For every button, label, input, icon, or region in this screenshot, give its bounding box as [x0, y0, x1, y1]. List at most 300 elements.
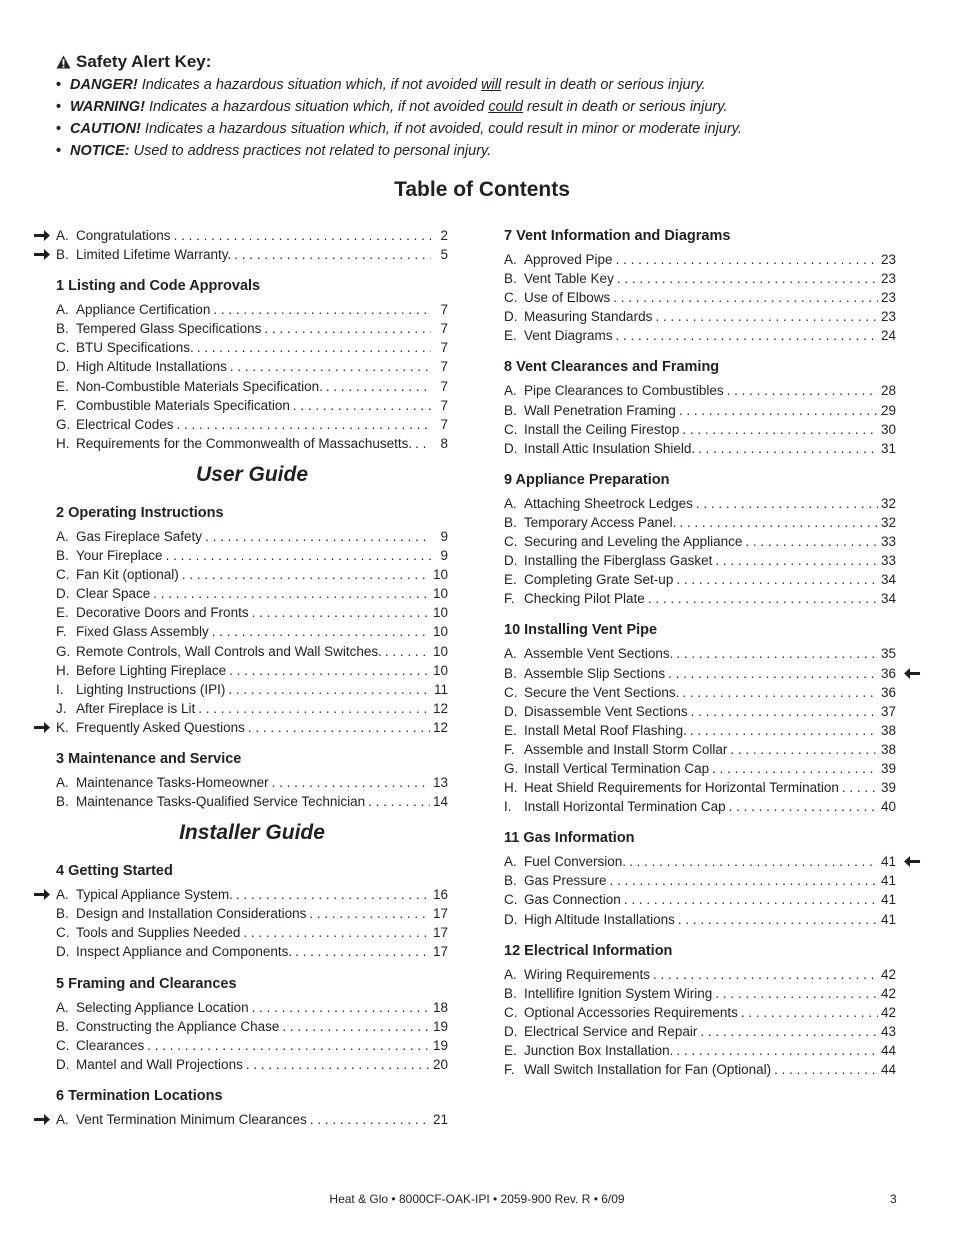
toc-entry-title: Install Attic Insulation Shield. [524, 440, 696, 456]
section-heading: 5 Framing and Clearances [56, 975, 237, 992]
safety-alert-item [56, 118, 936, 140]
bullet-dot: • [56, 121, 62, 137]
safety-alert-key [56, 50, 936, 162]
toc-entry-letter: E. [504, 328, 517, 344]
dot-leader [715, 551, 878, 570]
dot-leader [655, 307, 878, 326]
toc-entry[interactable] [504, 984, 896, 1003]
toc-entry-title: Clear Space [76, 586, 151, 602]
toc-entry[interactable] [504, 1003, 896, 1022]
toc-entry-title: Assemble Vent Sections. [524, 646, 674, 662]
toc-entry-title: Combustible Materials Specification [76, 397, 290, 413]
dot-leader [678, 910, 878, 929]
toc-entry-letter: B. [56, 548, 69, 564]
toc-entry-letter: B. [56, 321, 69, 337]
dot-leader [653, 965, 878, 984]
toc-entry[interactable] [504, 1022, 896, 1041]
arrow-right-icon [34, 721, 50, 734]
toc-entry-page: 11 [433, 681, 448, 697]
dot-leader [205, 527, 431, 546]
toc-entry[interactable] [504, 890, 896, 909]
toc-entry-page: 23 [880, 271, 896, 287]
toc-entry-title: Electrical Codes [76, 416, 174, 432]
section-heading: 8 Vent Clearances and Framing [504, 359, 720, 376]
dot-leader [629, 852, 878, 871]
toc-entry-letter: E. [56, 378, 69, 394]
toc-left-column [56, 226, 448, 1129]
section-heading: 3 Maintenance and Service [56, 750, 242, 767]
section-heading: 9 Appliance Preparation [504, 471, 670, 488]
toc-entry[interactable] [56, 942, 448, 961]
toc-entry-letter: K. [56, 719, 69, 735]
toc-entry-page: 7 [440, 359, 448, 375]
toc-entry[interactable] [56, 584, 448, 603]
dot-leader [610, 871, 878, 890]
dot-leader [212, 622, 430, 641]
toc-entry-page: 34 [880, 572, 896, 588]
toc-entry-page: 39 [880, 780, 896, 796]
toc-entry-page: 8 [440, 435, 448, 451]
dot-leader [368, 792, 430, 811]
toc-entry-title: Your Fireplace [76, 548, 163, 564]
toc-entry-page: 37 [880, 703, 896, 719]
dot-leader [295, 942, 430, 961]
toc-entry-page: 9 [440, 528, 448, 544]
toc-entry-title: Remote Controls, Wall Controls and Wall Switches. [76, 643, 382, 659]
toc-entry-page: 17 [432, 944, 448, 960]
guide-heading: Installer Guide [179, 821, 325, 845]
toc-entry-page: 41 [880, 911, 896, 927]
toc-entry-page: 14 [432, 794, 448, 810]
toc-entry-letter: A. [504, 854, 517, 870]
toc-entry[interactable] [56, 773, 448, 792]
toc-entry[interactable] [504, 683, 896, 702]
toc-entry-letter: F. [504, 741, 515, 757]
toc-entry-title: Install Horizontal Termination Cap [524, 799, 726, 815]
toc-entry-title: Mantel and Wall Projections [76, 1056, 243, 1072]
toc-entry[interactable] [56, 603, 448, 622]
toc-entry-page: 35 [880, 646, 896, 662]
dot-leader [415, 434, 431, 453]
toc-entry-title: Before Lighting Fireplace [76, 662, 227, 678]
alert-emphasis: could [488, 99, 523, 115]
toc-entry-letter: A. [56, 774, 69, 790]
toc-entry-letter: E. [504, 1043, 517, 1058]
toc-entry-page: 38 [880, 741, 896, 757]
toc-entry-letter: C. [504, 421, 518, 437]
dot-leader [648, 589, 878, 608]
toc-entry[interactable] [504, 532, 896, 551]
section-heading: 4 Getting Started [56, 863, 173, 880]
alert-description: Indicates a hazardous situation which, if not avoided, could result in minor or moderate injury. [140, 121, 742, 137]
toc-entry[interactable] [504, 420, 896, 439]
dot-leader [147, 1036, 430, 1055]
toc-entry-title: Limited Lifetime Warranty. [76, 247, 232, 263]
toc-entry-title: Typical Appliance System. [76, 887, 233, 903]
toc-entry-page: 38 [880, 722, 896, 738]
toc-entry-page: 36 [880, 665, 896, 681]
toc-entry-letter: A. [56, 999, 69, 1015]
dot-leader [385, 642, 430, 661]
toc-entry-title: Install Vertical Termination Cap [524, 760, 710, 776]
toc-entry-letter: E. [56, 605, 69, 621]
toc-entry-title: Vent Diagrams [524, 328, 613, 344]
toc-entry-title: Assemble and Install Storm Collar [524, 741, 728, 757]
toc-entry-page: 7 [440, 378, 448, 394]
toc-entry-title: Clearances [76, 1037, 145, 1053]
bullet-dot: • [56, 77, 62, 93]
dot-leader [715, 984, 878, 1003]
toc-entry-letter: C. [56, 1037, 70, 1053]
toc-entry[interactable] [56, 396, 448, 415]
section-heading: 2 Operating Instructions [56, 504, 224, 521]
dot-leader [727, 381, 878, 400]
toc-entry-letter: F. [504, 1062, 515, 1078]
dot-leader [729, 797, 878, 816]
toc-entry[interactable] [56, 377, 448, 396]
toc-entry-title: Lighting Instructions (IPI) [76, 681, 226, 697]
toc-entry[interactable] [56, 300, 448, 319]
dot-leader [182, 565, 430, 584]
toc-entry-title: Tempered Glass Specifications [76, 321, 262, 337]
toc-entry-title: Use of Elbows [524, 290, 611, 306]
arrow-left-icon [904, 855, 920, 868]
safety-alert-item [56, 96, 936, 118]
section-heading: 12 Electrical Information [504, 942, 673, 959]
toc-entry-page: 7 [440, 340, 448, 356]
toc-entry[interactable] [56, 998, 448, 1017]
dot-leader [676, 644, 878, 663]
toc-entry[interactable] [504, 439, 896, 458]
toc-entry-title: Requirements for the Commonwealth of Massachusetts. [76, 435, 413, 451]
alert-description: Used to address practices not related to personal injury. [129, 143, 492, 159]
toc-entry-page: 44 [880, 1043, 896, 1058]
toc-entry[interactable] [504, 326, 896, 345]
toc-entry-page: 32 [880, 514, 896, 530]
toc-entry-letter: A. [504, 646, 517, 662]
toc-entry[interactable] [504, 288, 896, 307]
toc-entry-letter: A. [504, 252, 517, 267]
arrow-right-icon [34, 888, 50, 901]
dot-leader [676, 1041, 878, 1060]
toc-entry-letter: I. [56, 681, 64, 697]
dot-leader [272, 773, 430, 792]
toc-entry-letter: E. [504, 572, 517, 588]
toc-entry-title: Temporary Access Panel. [524, 514, 677, 530]
toc-entry-title: Disassemble Vent Sections [524, 703, 688, 719]
toc-entry-page: 20 [432, 1056, 448, 1072]
dot-leader [228, 680, 431, 699]
toc-entry[interactable] [56, 415, 448, 434]
dot-leader [213, 300, 431, 319]
toc-entry-letter: H. [504, 780, 518, 796]
toc-entry-letter: A. [504, 966, 517, 982]
toc-entry[interactable] [56, 565, 448, 584]
toc-entry-page: 21 [432, 1111, 448, 1127]
arrow-right-icon [34, 229, 50, 242]
arrow-right-icon [34, 1113, 50, 1126]
footer-page-number: 3 [890, 1192, 897, 1206]
toc-entry-title: High Altitude Installations [76, 359, 227, 375]
dot-leader [252, 603, 430, 622]
toc-entry-page: 32 [880, 495, 896, 511]
toc-entry[interactable] [504, 589, 896, 608]
toc-entry-letter: B. [504, 873, 517, 889]
toc-entry-page: 23 [880, 290, 896, 306]
toc-entry[interactable] [504, 664, 896, 683]
dot-leader [229, 661, 430, 680]
arrow-right-icon [34, 248, 50, 261]
toc-entry-letter: D. [504, 553, 518, 569]
alert-level-label: CAUTION! [70, 121, 141, 137]
dot-leader [236, 885, 430, 904]
dot-leader [198, 699, 430, 718]
toc-entry[interactable] [504, 551, 896, 570]
alert-description-end: result in death or serious injury. [501, 77, 706, 93]
dot-leader [696, 494, 878, 513]
toc-entry[interactable] [504, 401, 896, 420]
dot-leader [310, 1110, 430, 1129]
toc-entry[interactable] [504, 910, 896, 929]
toc-entry-page: 10 [432, 567, 448, 583]
toc-entry-letter: B. [504, 985, 517, 1001]
warning-triangle-icon [56, 55, 71, 69]
toc-entry-letter: G. [56, 416, 71, 432]
alert-description: Indicates a hazardous situation which, if not avoided [137, 77, 482, 93]
toc-entry[interactable] [56, 546, 448, 565]
toc-entry[interactable] [504, 570, 896, 589]
section-heading: 10 Installing Vent Pipe [504, 622, 658, 639]
toc-entry-letter: D. [504, 911, 518, 927]
dot-leader [166, 546, 431, 565]
toc-entry-letter: D. [56, 359, 70, 375]
dot-leader [248, 718, 430, 737]
toc-entry-title: BTU Specifications. [76, 340, 194, 356]
toc-entry[interactable] [56, 226, 448, 245]
toc-entry-letter: D. [56, 586, 70, 602]
toc-entry-title: Heat Shield Requirements for Horizontal Termination [524, 780, 839, 796]
toc-entry-page: 17 [432, 906, 448, 922]
toc-entry-title: Congratulations [76, 228, 171, 243]
toc-entry[interactable] [504, 740, 896, 759]
toc-entry[interactable] [504, 1060, 896, 1079]
toc-entry-title: High Altitude Installations [524, 911, 675, 927]
toc-entry[interactable] [56, 680, 448, 699]
toc-entry-page: 44 [880, 1062, 896, 1078]
dot-leader [197, 338, 431, 357]
dot-leader [246, 1055, 430, 1074]
dot-leader [616, 250, 878, 269]
toc-entry[interactable] [56, 527, 448, 546]
toc-entry-title: Vent Table Key [524, 271, 614, 287]
toc-entry-page: 12 [432, 719, 448, 735]
toc-entry[interactable] [504, 381, 896, 400]
dot-leader [842, 778, 878, 797]
dot-leader [293, 396, 431, 415]
dot-leader [153, 584, 430, 603]
toc-entry-title: Selecting Appliance Location [76, 999, 249, 1015]
toc-entry-letter: C. [504, 534, 518, 550]
toc-entry-page: 10 [432, 624, 448, 640]
toc-entry-title: After Fireplace is Lit [76, 700, 196, 716]
toc-entry[interactable] [504, 797, 896, 816]
toc-entry-page: 12 [432, 700, 448, 716]
dot-leader [282, 1017, 430, 1036]
section-heading: 7 Vent Information and Diagrams [504, 228, 731, 244]
toc-entry[interactable] [56, 718, 448, 737]
dot-leader [668, 664, 878, 683]
toc-entry[interactable] [56, 642, 448, 661]
toc-entry-page: 10 [432, 662, 448, 678]
toc-entry[interactable] [504, 702, 896, 721]
toc-entry[interactable] [504, 965, 896, 984]
toc-entry-letter: G. [56, 643, 71, 659]
toc-entry-letter: D. [504, 1023, 518, 1039]
bullet-dot: • [56, 143, 62, 159]
toc-entry[interactable] [504, 852, 896, 871]
section-heading: 6 Termination Locations [56, 1087, 223, 1104]
toc-entry-title: Pipe Clearances to Combustibles [524, 383, 724, 399]
toc-entry-letter: B. [56, 794, 69, 810]
toc-entry[interactable] [504, 871, 896, 890]
toc-entry[interactable] [56, 1055, 448, 1074]
toc-entry-page: 5 [440, 247, 448, 263]
toc-entry-page: 29 [880, 402, 896, 418]
toc-entry-title: Securing and Leveling the Appliance [524, 534, 743, 550]
toc-entry-page: 7 [440, 416, 448, 432]
dot-leader [691, 702, 878, 721]
dot-leader [264, 319, 431, 338]
toc-entry-title: Attaching Sheetrock Ledges [524, 495, 693, 511]
toc-entry[interactable] [56, 357, 448, 376]
toc-entry-page: 39 [880, 760, 896, 776]
dot-leader [712, 759, 878, 778]
toc-entry-letter: A. [56, 887, 69, 903]
toc-entry[interactable] [56, 792, 448, 811]
toc-entry-title: Decorative Doors and Fronts [76, 605, 249, 621]
toc-entry-page: 16 [432, 887, 448, 903]
dot-leader [730, 740, 878, 759]
toc-entry[interactable] [504, 269, 896, 288]
guide-heading: User Guide [195, 462, 309, 486]
toc-entry-letter: F. [504, 591, 515, 607]
toc-entry[interactable] [56, 319, 448, 338]
toc-entry[interactable] [56, 904, 448, 923]
toc-entry-page: 42 [880, 1004, 896, 1020]
dot-leader [679, 513, 878, 532]
toc-entry-letter: F. [56, 397, 67, 413]
toc-entry-title: Electrical Service and Repair [524, 1023, 698, 1039]
toc-entry-letter: H. [56, 662, 70, 678]
dot-leader [698, 439, 878, 458]
toc-entry-letter: D. [56, 1056, 70, 1072]
toc-entry[interactable] [56, 885, 448, 904]
toc-entry-letter: D. [56, 944, 70, 960]
dot-leader [230, 357, 431, 376]
toc-entry-page: 33 [880, 553, 896, 569]
toc-entry-title: Install Metal Roof Flashing. [524, 722, 687, 738]
dot-leader [676, 570, 878, 589]
toc-entry-letter: D. [504, 440, 518, 456]
footer-document-info: Heat & Glo • 8000CF-OAK-IPI • 2059-900 Rev. R • 6/09 [329, 1192, 625, 1206]
toc-entry[interactable] [504, 759, 896, 778]
toc-entry[interactable] [56, 434, 448, 453]
toc-entry-title: Wall Penetration Framing [524, 402, 676, 418]
toc-entry[interactable] [56, 699, 448, 718]
toc-entry-letter: A. [504, 383, 517, 399]
toc-entry[interactable] [56, 923, 448, 942]
toc-entry[interactable] [504, 307, 896, 326]
dot-leader [690, 721, 878, 740]
toc-entry-page: 30 [880, 421, 896, 437]
toc-entry-letter: B. [504, 271, 517, 287]
toc-entry-title: Checking Pilot Plate [524, 591, 645, 607]
toc-entry-page: 40 [880, 799, 896, 815]
toc-entry-letter: H. [56, 435, 70, 451]
toc-entry[interactable] [56, 1017, 448, 1036]
toc-entry-title: Maintenance Tasks-Homeowner [76, 774, 269, 790]
alert-level-label: WARNING! [70, 99, 145, 115]
toc-right-column [504, 226, 896, 1079]
toc-entry-title: Fixed Glass Assembly [76, 624, 209, 640]
toc-entry-title: Vent Termination Minimum Clearances [76, 1111, 307, 1127]
section-heading: 11 Gas Information [504, 830, 635, 847]
toc-entry-page: 17 [432, 925, 448, 941]
toc-entry-title: Gas Fireplace Safety [76, 528, 203, 544]
toc-entry[interactable] [56, 1110, 448, 1129]
dot-leader [243, 923, 430, 942]
toc-entry-page: 31 [880, 440, 896, 456]
toc-entry[interactable] [56, 338, 448, 357]
toc-entry[interactable] [56, 1036, 448, 1055]
toc-entry-title: Constructing the Appliance Chase [76, 1018, 280, 1034]
toc-entry[interactable] [504, 1041, 896, 1060]
dot-leader [774, 1060, 878, 1079]
toc-entry-letter: C. [504, 290, 518, 306]
toc-entry[interactable] [504, 644, 896, 663]
toc-entry[interactable] [56, 245, 448, 264]
safety-alert-title: Safety Alert Key: [76, 52, 212, 71]
toc-entry[interactable] [56, 622, 448, 641]
alert-emphasis: will [481, 77, 502, 93]
toc-entry[interactable] [56, 661, 448, 680]
toc-entry-title: Non-Combustible Materials Specification. [76, 378, 323, 394]
dot-leader [624, 890, 878, 909]
toc-entry-title: Wiring Requirements [524, 966, 651, 982]
toc-entry-letter: A. [56, 228, 69, 243]
toc-entry[interactable] [504, 778, 896, 797]
dot-leader [700, 1022, 878, 1041]
dot-leader [682, 683, 878, 702]
toc-entry[interactable] [504, 494, 896, 513]
toc-entry[interactable] [504, 513, 896, 532]
toc-entry-page: 19 [432, 1037, 448, 1053]
toc-entry-letter: C. [56, 925, 70, 941]
toc-entry-letter: I. [504, 799, 512, 815]
toc-entry-page: 34 [880, 591, 896, 607]
toc-entry-title: Measuring Standards [524, 309, 653, 325]
alert-level-label: DANGER! [70, 77, 138, 93]
toc-entry-page: 43 [880, 1023, 896, 1039]
dot-leader [326, 377, 431, 396]
toc-entry[interactable] [504, 721, 896, 740]
toc-entry[interactable] [504, 250, 896, 269]
toc-entry-title: Tools and Supplies Needed [76, 925, 241, 941]
toc-title: Table of Contents [394, 178, 570, 201]
toc-entry-page: 23 [880, 309, 896, 325]
toc-entry-title: Wall Switch Installation for Fan (Optional) [524, 1062, 772, 1078]
toc-entry-title: Frequently Asked Questions [76, 719, 245, 735]
